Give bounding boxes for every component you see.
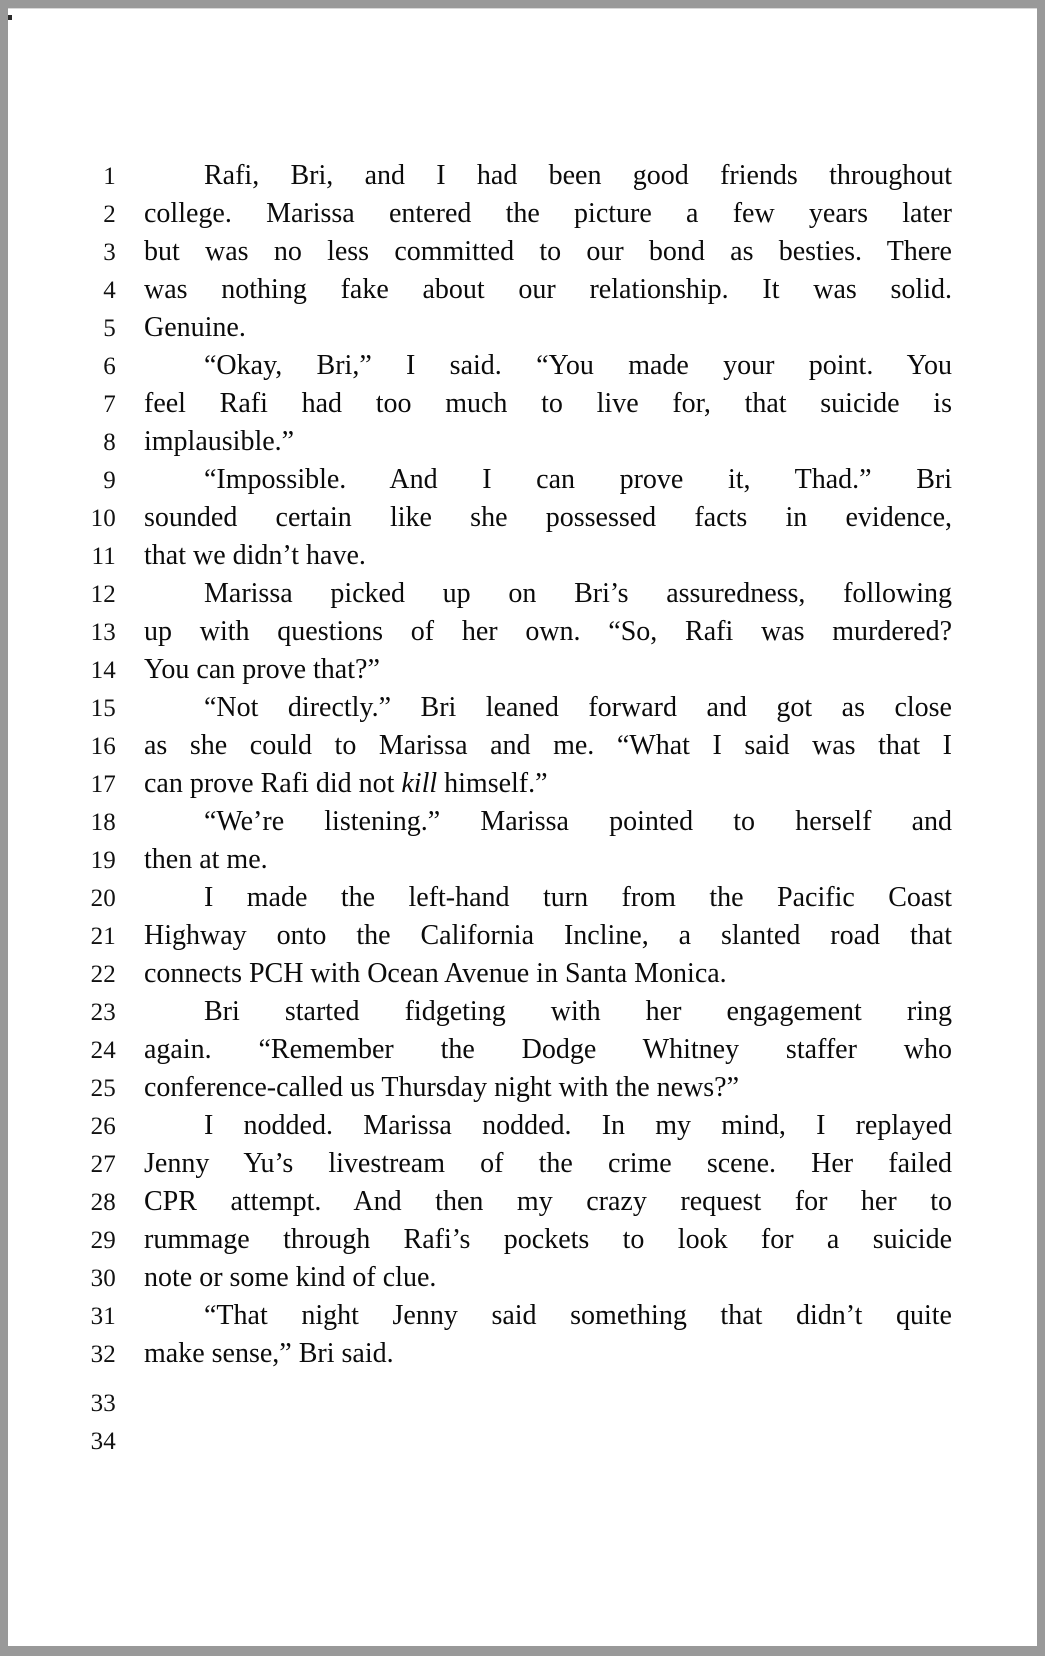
line-number: 8 xyxy=(103,429,116,456)
text-line-row xyxy=(72,1373,952,1417)
line-text-content: up with questions of her own. “So, Rafi was murdered? xyxy=(144,616,952,647)
text-line-row xyxy=(72,233,952,271)
text-line-row xyxy=(72,1297,952,1335)
line-text xyxy=(144,157,952,195)
line-text-content: You can prove that?” xyxy=(144,654,380,685)
line-number: 17 xyxy=(90,771,116,798)
line-text-content: was nothing fake about our relationship. It was solid. xyxy=(144,274,952,305)
line-number: 10 xyxy=(90,505,116,532)
text-line-row xyxy=(72,917,952,955)
line-text xyxy=(144,309,952,347)
line-text-content: then at me. xyxy=(144,844,268,875)
line-text-content: “Okay, Bri,” I said. “You made your point. You xyxy=(204,350,952,381)
line-text xyxy=(144,1297,952,1335)
scan-speck-artifact xyxy=(8,15,12,20)
line-text-content: “We’re listening.” Marissa pointed to herself and xyxy=(204,806,952,837)
text-line-row xyxy=(72,1031,952,1069)
text-line-row xyxy=(72,1411,952,1455)
line-text xyxy=(144,955,952,993)
line-text-content: Jenny Yu’s livestream of the crime scene. Her failed xyxy=(144,1148,952,1179)
text-line-row xyxy=(72,423,952,461)
line-text-content: again. “Remember the Dodge Whitney staffer who xyxy=(144,1034,952,1065)
line-text xyxy=(144,575,952,613)
line-text xyxy=(144,651,952,689)
line-text-content: “Not directly.” Bri leaned forward and got as close xyxy=(204,692,952,723)
text-line-row xyxy=(72,1335,952,1373)
line-text xyxy=(144,1221,952,1259)
line-text-content: “That night Jenny said something that didn’t quite xyxy=(204,1300,952,1331)
line-text xyxy=(144,499,952,537)
line-text-content: feel Rafi had too much to live for, that suicide is xyxy=(144,388,952,419)
line-text-content: but was no less committed to our bond as besties. There xyxy=(144,236,952,267)
line-text-content: as she could to Marissa and me. “What I said was that I xyxy=(144,730,952,761)
line-number: 13 xyxy=(90,619,116,646)
line-number: 24 xyxy=(90,1037,116,1064)
text-line-row xyxy=(72,1107,952,1145)
text-line-row xyxy=(72,309,952,347)
line-text xyxy=(144,233,952,271)
line-text-content: Marissa picked up on Bri’s assuredness, following xyxy=(204,578,952,609)
text-line-row xyxy=(72,1183,952,1221)
line-text xyxy=(144,1259,952,1297)
line-text xyxy=(144,727,952,765)
text-line-row xyxy=(72,1259,952,1297)
line-text-content: Highway onto the California Incline, a slanted road that xyxy=(144,920,952,951)
numbered-text-block xyxy=(72,157,952,1455)
text-line-row xyxy=(72,689,952,727)
line-text xyxy=(144,613,952,651)
line-number: 34 xyxy=(90,1428,116,1455)
text-line-row xyxy=(72,1069,952,1107)
line-text xyxy=(144,1069,952,1107)
text-line-row xyxy=(72,347,952,385)
line-number: 1 xyxy=(103,163,116,190)
line-text xyxy=(144,1183,952,1221)
line-number: 15 xyxy=(90,695,116,722)
text-line-row xyxy=(72,157,952,195)
line-number: 20 xyxy=(90,885,116,912)
line-number: 5 xyxy=(103,315,116,342)
line-number: 33 xyxy=(90,1390,116,1417)
line-text xyxy=(144,347,952,385)
text-line-row xyxy=(72,727,952,765)
text-line-row xyxy=(72,765,952,803)
text-line-row xyxy=(72,575,952,613)
line-number: 16 xyxy=(90,733,116,760)
line-number: 21 xyxy=(90,923,116,950)
text-line-row xyxy=(72,841,952,879)
line-text xyxy=(144,1107,952,1145)
text-line-row xyxy=(72,879,952,917)
line-number: 32 xyxy=(90,1341,116,1368)
line-text-content: Genuine. xyxy=(144,312,246,343)
text-line-row xyxy=(72,955,952,993)
line-number: 22 xyxy=(90,961,116,988)
line-number: 28 xyxy=(90,1189,116,1216)
line-number: 2 xyxy=(103,201,116,228)
line-text xyxy=(144,1145,952,1183)
text-line-row xyxy=(72,803,952,841)
line-text xyxy=(144,1373,952,1411)
text-line-row xyxy=(72,1221,952,1259)
line-number: 6 xyxy=(103,353,116,380)
line-text xyxy=(144,803,952,841)
line-text-content: college. Marissa entered the picture a few years later xyxy=(144,198,952,229)
line-text-content: sounded certain like she possessed facts in evidence, xyxy=(144,502,952,533)
italic-emphasis: kill xyxy=(401,768,438,799)
text-line-row xyxy=(72,461,952,499)
line-text xyxy=(144,195,952,233)
line-text xyxy=(144,689,952,727)
line-text-content: Rafi, Bri, and I had been good friends throughout xyxy=(204,160,952,191)
line-text-content: make sense,” Bri said. xyxy=(144,1338,394,1369)
line-number: 31 xyxy=(90,1303,116,1330)
line-number: 9 xyxy=(103,467,116,494)
line-text xyxy=(144,461,952,499)
line-text xyxy=(144,993,952,1031)
line-number: 7 xyxy=(103,391,116,418)
line-text xyxy=(144,879,952,917)
line-text-content: Bri started fidgeting with her engagement ring xyxy=(204,996,952,1027)
line-number: 14 xyxy=(90,657,116,684)
line-text-content: that we didn’t have. xyxy=(144,540,366,571)
text-line-row xyxy=(72,651,952,689)
line-text-content: connects PCH with Ocean Avenue in Santa Monica. xyxy=(144,958,727,989)
line-text-content: CPR attempt. And then my crazy request for her to xyxy=(144,1186,952,1217)
line-text xyxy=(144,1335,952,1373)
line-number: 27 xyxy=(90,1151,116,1178)
line-text xyxy=(144,1031,952,1069)
line-number: 29 xyxy=(90,1227,116,1254)
line-text-content: I nodded. Marissa nodded. In my mind, I replayed xyxy=(204,1110,952,1141)
text-line-row xyxy=(72,271,952,309)
line-number: 26 xyxy=(90,1113,116,1140)
line-text-content: note or some kind of clue. xyxy=(144,1262,437,1293)
line-number: 12 xyxy=(90,581,116,608)
line-text xyxy=(144,385,952,423)
line-text xyxy=(144,537,952,575)
line-text xyxy=(144,1411,952,1449)
line-number: 25 xyxy=(90,1075,116,1102)
text-line-row xyxy=(72,1145,952,1183)
line-number: 3 xyxy=(103,239,116,266)
text-line-row xyxy=(72,537,952,575)
line-text: can prove Rafi did not kill himself.” xyxy=(144,768,548,799)
text-line-row xyxy=(72,613,952,651)
line-number: 30 xyxy=(90,1265,116,1292)
text-line-row xyxy=(72,993,952,1031)
line-text xyxy=(144,917,952,955)
line-text-content: rummage through Rafi’s pockets to look for a suicide xyxy=(144,1224,952,1255)
line-text-content: I made the left-hand turn from the Pacific Coast xyxy=(204,882,952,913)
text-line-row xyxy=(72,499,952,537)
line-text-content: implausible.” xyxy=(144,426,295,457)
line-number: 11 xyxy=(91,543,116,570)
line-number: 18 xyxy=(90,809,116,836)
line-text xyxy=(144,423,952,461)
line-number: 4 xyxy=(103,277,116,304)
text-line-row xyxy=(72,385,952,423)
line-text-content: conference-called us Thursday night with the news?” xyxy=(144,1072,740,1103)
line-number: 19 xyxy=(90,847,116,874)
line-text-content: “Impossible. And I can prove it, Thad.” Bri xyxy=(204,464,952,495)
page-sheet xyxy=(8,8,1037,1646)
line-text xyxy=(144,271,952,309)
line-number: 23 xyxy=(90,999,116,1026)
text-line-row xyxy=(72,195,952,233)
line-text xyxy=(144,841,952,879)
